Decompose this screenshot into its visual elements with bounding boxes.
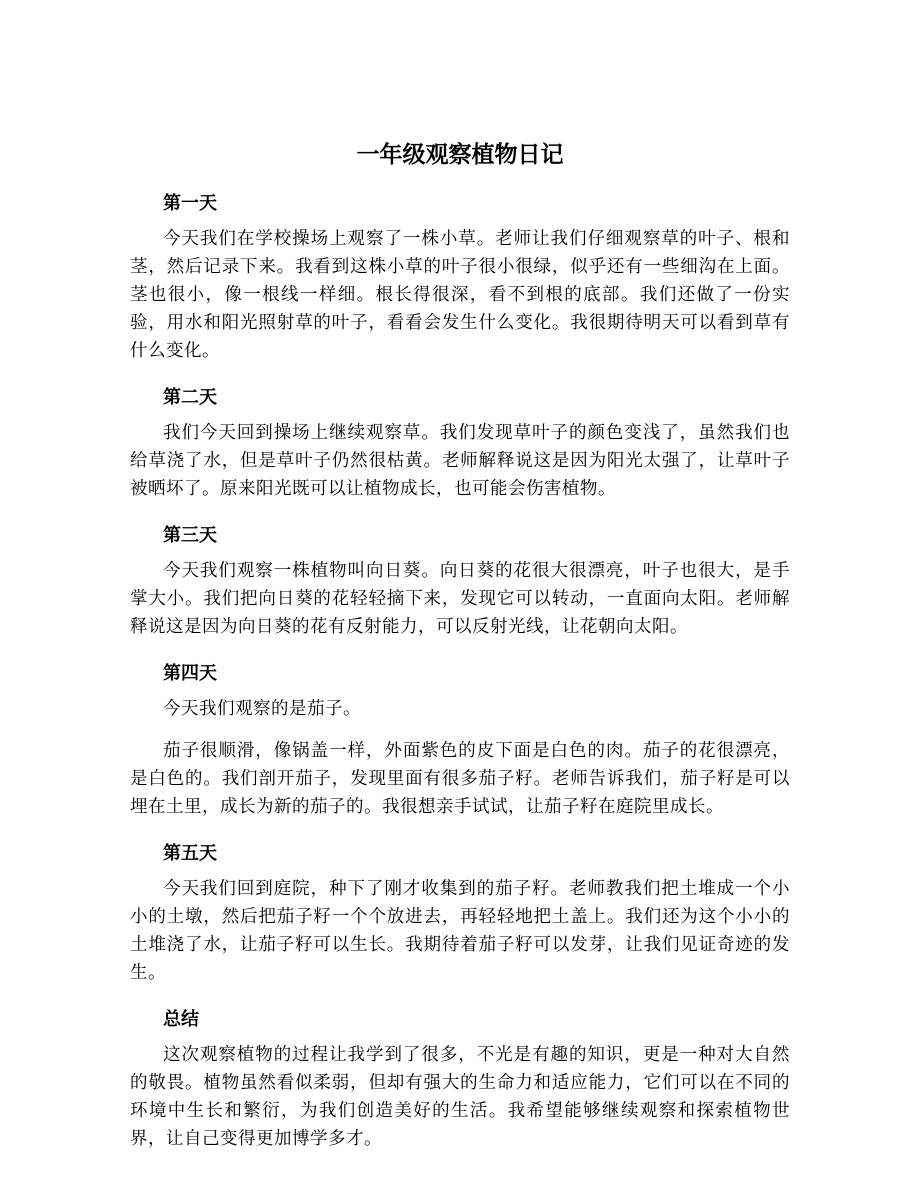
body-paragraph: 这次观察植物的过程让我学到了很多，不光是有趣的知识，更是一种对大自然的敬畏。植物虽然看似柔弱，但却有强大的生命力和适应能力，它们可以在不同的环境中生长和繁衍，为我们创造美好的生活。我希望能够继续观察和探索植物世界，让自己变得更加博学多才。 (130, 1044, 790, 1148)
section-heading: 第三天 (163, 525, 217, 545)
body-paragraph: 今天我们观察一株植物叫向日葵。向日葵的花很大很漂亮，叶子也很大，是手掌大小。我们把向日葵的花轻轻摘下来，发现它可以转动，一直面向太阳。老师解释说这是因为向日葵的花有反射能力，可以反射光线，让花朝向太阳。 (130, 560, 790, 636)
section-heading: 第一天 (163, 193, 217, 213)
section-day-1 (130, 190, 790, 364)
body-paragraph: 我们今天回到操场上继续观察草。我们发现草叶子的颜色变浅了，虽然我们也给草浇了水，但是草叶子仍然很枯黄。老师解释说这是因为阳光太强了，让草叶子被晒坏了。原来阳光既可以让植物成长，也可能会伤害植物。 (130, 422, 790, 498)
section-heading: 第四天 (163, 663, 217, 683)
body-paragraph: 今天我们观察的是茄子。 (163, 698, 361, 718)
body-paragraph: 今天我们在学校操场上观察了一株小草。老师让我们仔细观察草的叶子、根和茎，然后记录下来。我看到这株小草的叶子很小很绿，似乎还有一些细沟在上面。茎也很小，像一根线一样细。根长得很深，看不到根的底部。我们还做了一份实验，用水和阳光照射草的叶子，看看会发生什么变化。我很期待明天可以看到草有什么变化。 (130, 228, 790, 360)
section-heading: 第二天 (163, 387, 217, 407)
section-heading: 第五天 (163, 843, 217, 863)
section-day-2 (130, 384, 790, 502)
section-day-3 (130, 522, 790, 640)
section-day-4 (130, 660, 790, 820)
section-summary (130, 1006, 790, 1152)
body-paragraph: 今天我们回到庭院，种下了刚才收集到的茄子籽。老师教我们把土堆成一个小小的土墩，然后把茄子籽一个个放进去，再轻轻地把土盖上。我们还为这个小小的土堆浇了水，让茄子籽可以生长。我期待着茄子籽可以发芽，让我们见证奇迹的发生。 (130, 878, 790, 982)
section-heading: 总结 (163, 1009, 199, 1029)
page-title: 一年级观察植物日记 (356, 142, 564, 167)
section-day-5 (130, 840, 790, 986)
body-paragraph: 茄子很顺滑，像锅盖一样，外面紫色的皮下面是白色的肉。茄子的花很漂亮，是白色的。我们剖开茄子，发现里面有很多茄子籽。老师告诉我们，茄子籽是可以埋在土里，成长为新的茄子的。我很想亲手试试，让茄子籽在庭院里成长。 (130, 740, 790, 816)
